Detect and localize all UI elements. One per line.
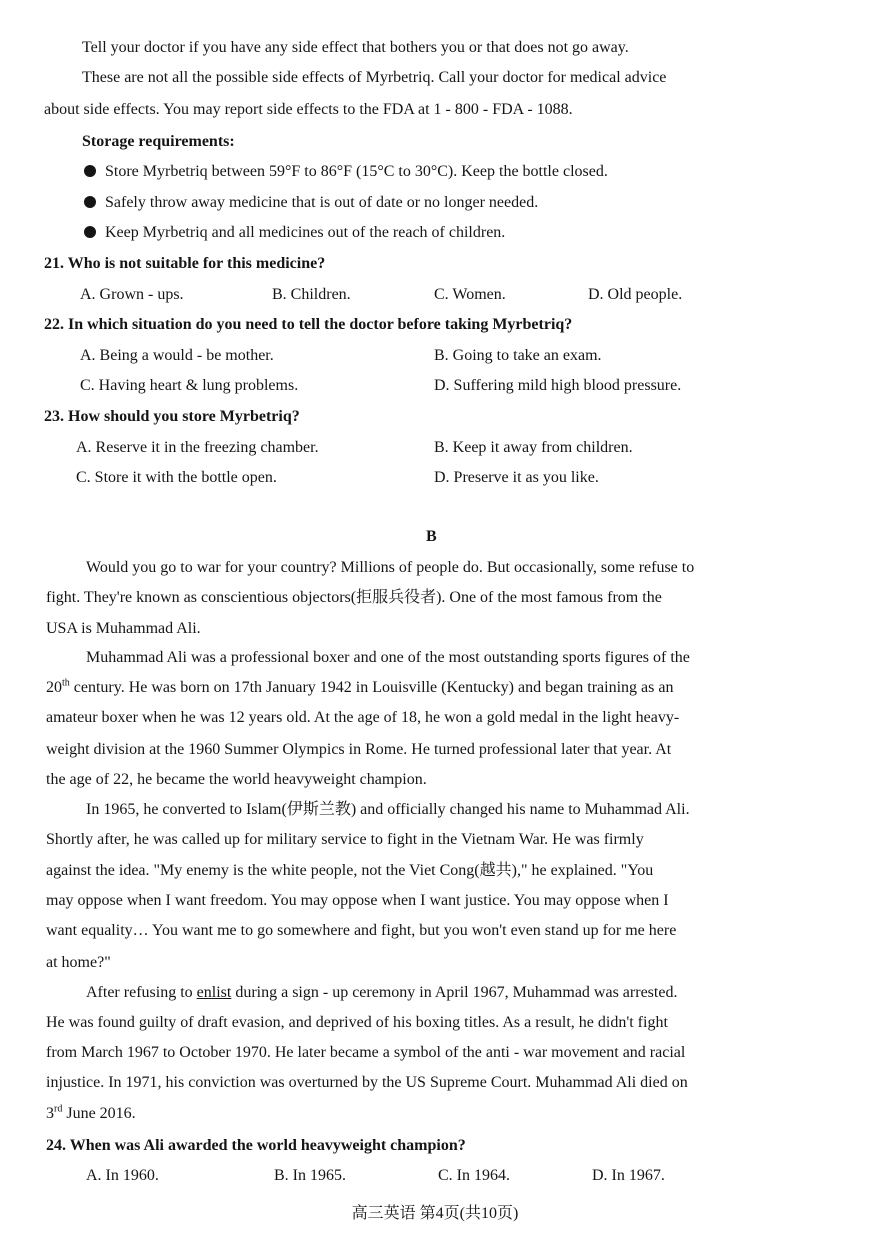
storage-item: Store Myrbetriq between 59°F to 86°F (15°C to 30°C). Keep the bottle closed. [84,162,608,182]
question-stem: 22. In which situation do you need to tell the doctor before taking Myrbetriq? [44,316,573,333]
passage-b-line: Muhammad Ali was a professional boxer and one of the most outstanding sports figures of the [86,649,690,666]
passage-b-line: want equality… You want me to go somewhere and fight, but you won't even stand up for me here [46,922,677,939]
storage-title: Storage requirements: [82,133,235,150]
option-c: C. Women. [434,286,506,303]
storage-item: Safely throw away medicine that is out of date or no longer needed. [84,193,538,213]
option-d: D. Suffering mild high blood pressure. [434,377,682,394]
passage-b-line: Would you go to war for your country? Millions of people do. But occasionally, some refuse to [86,559,695,576]
question-stem: 23. How should you store Myrbetriq? [44,408,300,425]
passage-b-line: amateur boxer when he was 12 years old. At the age of 18, he won a gold medal in the light heavy- [46,709,680,726]
bullet-icon [84,226,96,238]
passage-b-line: 20th century. He was born on 17th January 1942 in Louisville (Kentucky) and began training as an [46,677,674,696]
bullet-icon [84,165,96,177]
option-a: A. Being a would - be mother. [80,347,274,364]
passage-b-line: He was found guilty of draft evasion, and deprived of his boxing titles. As a result, he didn't fight [46,1014,668,1031]
option-a: A. Grown - ups. [80,286,184,303]
passage-b-line: at home?" [46,954,111,971]
section-heading: B [426,528,437,545]
option-b: B. In 1965. [274,1167,346,1184]
passage-b-line: may oppose when I want freedom. You may oppose when I want justice. You may oppose when I [46,892,669,909]
passage-b-line: 3rd June 2016. [46,1103,136,1122]
underlined-word: enlist [196,984,232,1001]
passage-b-line: After refusing to enlist during a sign - up ceremony in April 1967, Muhammad was arrested. [86,984,678,1001]
passage-b-line: the age of 22, he became the world heavyweight champion. [46,771,427,788]
passage-text: about side effects. You may report side effects to the FDA at 1 - 800 - FDA - 1088. [44,101,573,118]
passage-b-line: injustice. In 1971, his conviction was overturned by the US Supreme Court. Muhammad Ali died on [46,1074,688,1091]
page-footer: 高三英语 第4页(共10页) [351,1205,519,1222]
question-stem: 24. When was Ali awarded the world heavyweight champion? [46,1137,466,1154]
passage-text: These are not all the possible side effects of Myrbetriq. Call your doctor for medical advice [82,69,667,86]
passage-b-line: USA is Muhammad Ali. [46,620,201,637]
passage-b-line: weight division at the 1960 Summer Olympics in Rome. He turned professional later that year. At [46,741,672,758]
passage-b-line: from March 1967 to October 1970. He later became a symbol of the anti - war movement and racial [46,1044,686,1061]
option-d: D. Preserve it as you like. [434,469,599,486]
option-c: C. In 1964. [438,1167,510,1184]
option-b: B. Children. [272,286,351,303]
passage-b-line: Shortly after, he was called up for military service to fight in the Vietnam War. He was firmly [46,831,644,848]
option-c: C. Having heart & lung problems. [80,377,299,394]
option-d: D. Old people. [588,286,683,303]
option-a: A. In 1960. [86,1167,159,1184]
option-b: B. Keep it away from children. [434,439,633,456]
question-stem: 21. Who is not suitable for this medicine? [44,255,326,272]
storage-item: Keep Myrbetriq and all medicines out of the reach of children. [84,223,505,243]
passage-b-line: against the idea. "My enemy is the white people, not the Viet Cong(越共)," he explained. "You [46,862,654,879]
bullet-icon [84,196,96,208]
option-a: A. Reserve it in the freezing chamber. [76,439,319,456]
option-d: D. In 1967. [592,1167,665,1184]
passage-b-line: In 1965, he converted to Islam(伊斯兰教) and officially changed his name to Muhammad Ali. [86,801,690,818]
passage-b-line: fight. They're known as conscientious objectors(拒服兵役者). One of the most famous from the [46,589,662,606]
passage-text: Tell your doctor if you have any side effect that bothers you or that does not go away. [82,39,629,56]
option-c: C. Store it with the bottle open. [76,469,277,486]
option-b: B. Going to take an exam. [434,347,602,364]
